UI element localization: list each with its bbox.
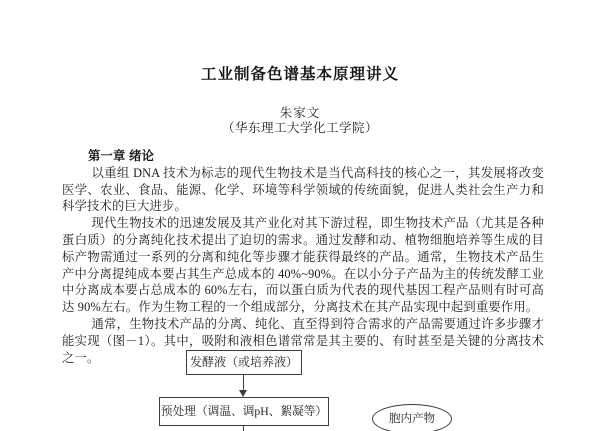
- flowchart-node-fermentation-broth: 发酵液（或培养液）: [186, 350, 302, 375]
- paragraph-chromatography: 通常，生物技术产品的分离、纯化、直至得到符合需求的产品需要通过许多步骤才能实现（图－1）。其中，吸附和液相色谱常常是其主要的、有时甚至是关键的分离技术之一。: [62, 316, 544, 365]
- chapter-heading: 第一章 绪论: [88, 149, 155, 163]
- document-title: 工业制备色谱基本原理讲义: [200, 66, 399, 83]
- flowchart-node-pretreatment: 预处理（调温、调pH、絮凝等）: [159, 397, 329, 426]
- flowchart-connector-line: [243, 375, 244, 391]
- paragraph-separation-cost: 现代生物技术的迅速发展及其产业化对其下游过程，即生物技术产品（尤其是各种蛋白质）的分离纯化技术提出了迫切的需求。通过发酵和动、植物细胞培养等生成的目标产物需通过一系列的分离和纯化等步骤才能获得最终的产品。通常，生物技术产品生产中分离提纯成本要占其生产总成本的 40%~90%。在以小分子产品为主的传统发酵工业中分离成本要占总成本的 60%左右，而以蛋白质为代表的现代基因工程产品则有时可高达 90%左右。作为生物工程的一个组成部分，分离技术在其产品实现中起到重要作用。: [62, 216, 544, 315]
- author-name: 朱家文: [279, 106, 321, 120]
- body-text: [62, 148, 544, 366]
- flowchart-connector-line: [243, 426, 244, 431]
- author-affiliation: （华东理工大学化工学院）: [221, 121, 378, 135]
- flowchart-node-intracellular-product: 胞内产物: [372, 404, 452, 431]
- arrow-down-icon: [239, 390, 247, 397]
- paragraph-intro: 以重组 DNA 技术为标志的现代生物技术是当代高科技的核心之一，其发展将改变医学、农业、食品、能源、化学、环境等科学领域的传统面貌，促进人类社会生产力和科学技术的巨大进步。: [62, 165, 544, 214]
